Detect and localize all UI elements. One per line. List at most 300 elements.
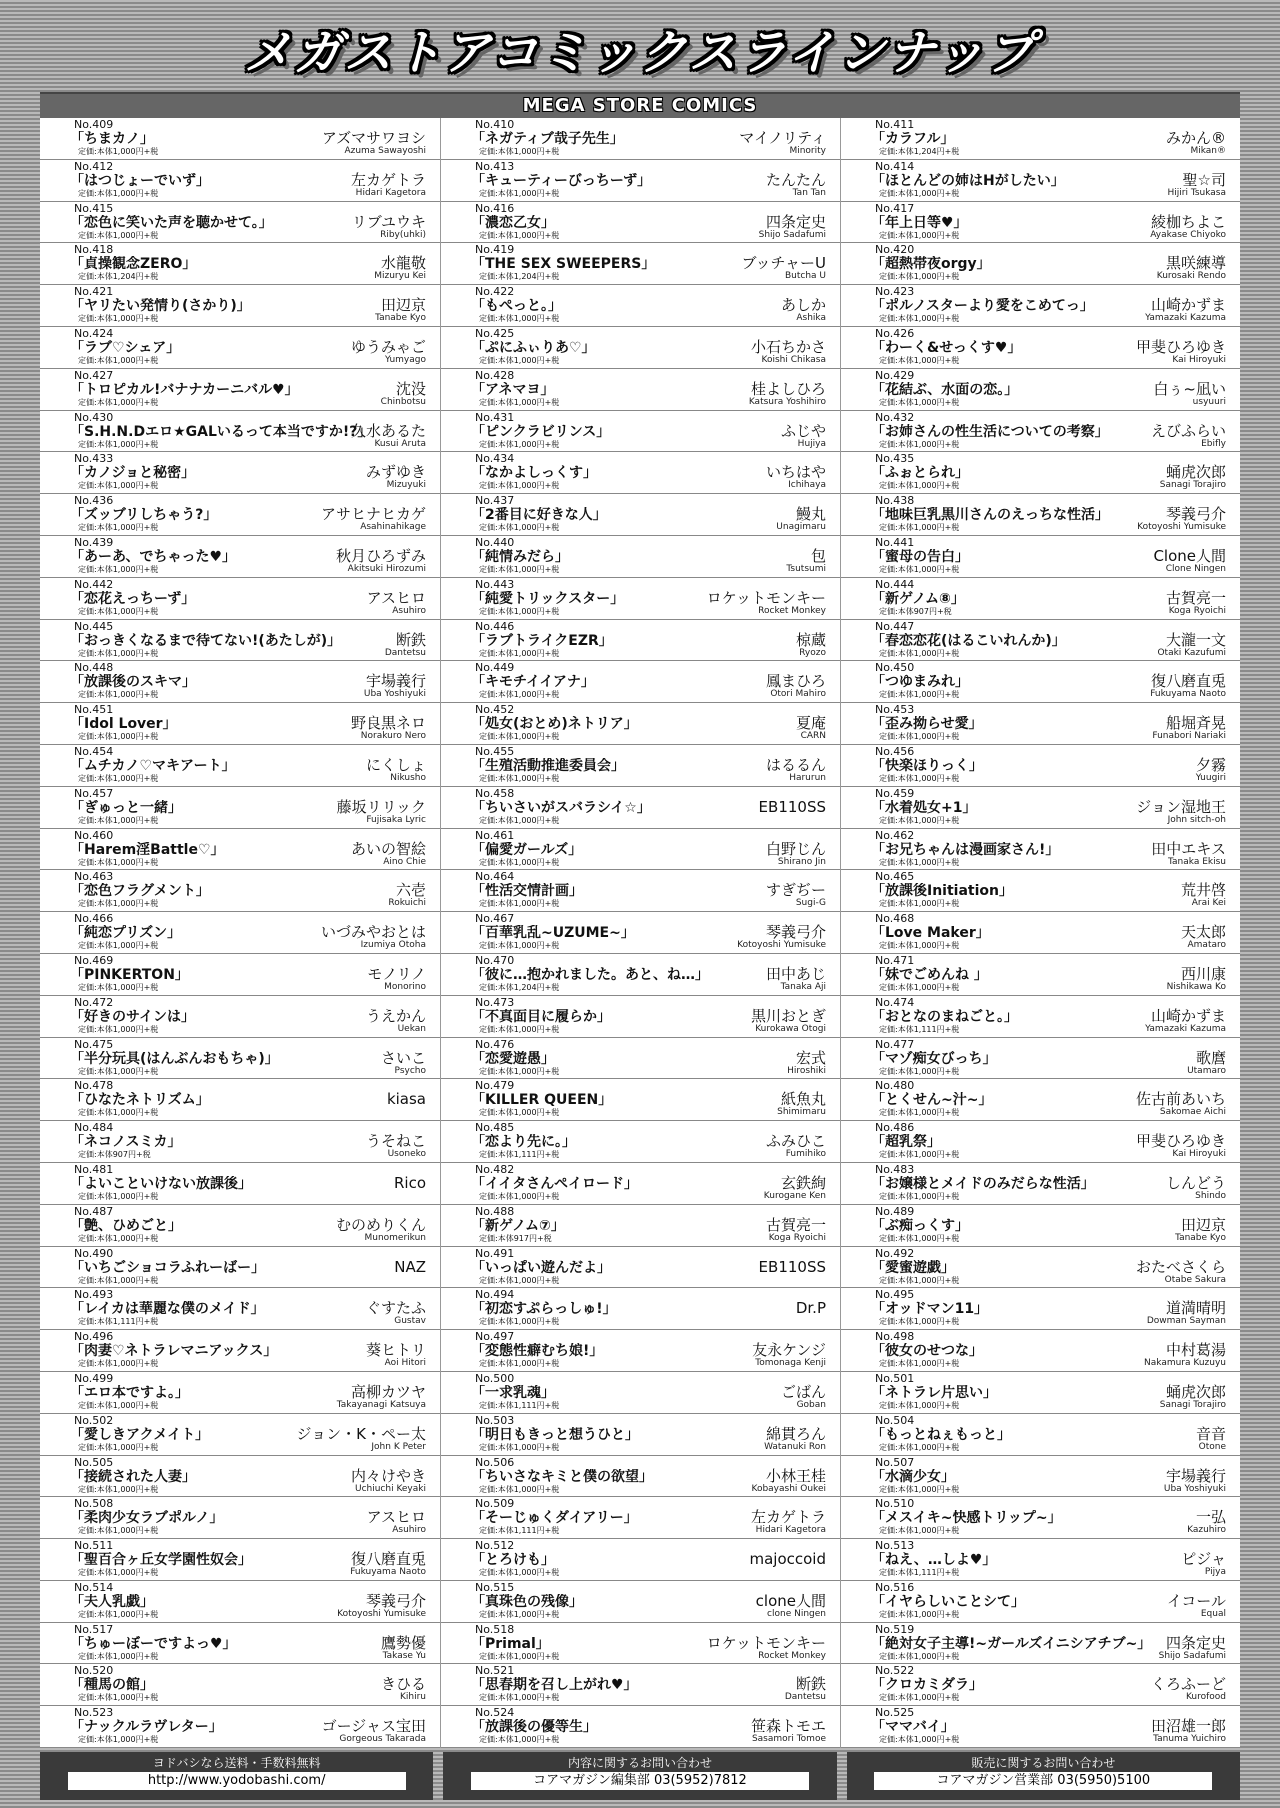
item-price: 定価:本体1,000円+税 [879,314,960,324]
list-item [40,1581,440,1623]
item-number: No.492 [875,1246,915,1260]
list-item [441,829,840,871]
list-item [40,118,440,160]
item-author-romaji: Goban [796,1399,826,1410]
item-author: 一弘 [1195,1508,1226,1527]
item-author: 中村葛湯 [1165,1341,1226,1360]
list-item [441,1372,840,1414]
item-author-romaji: Akitsuki Hirozumi [347,563,426,574]
item-title: 「放課後Initiation」 [871,883,1013,900]
item-author-romaji: Norakuro Nero [360,731,426,742]
item-author-romaji: Sanagi Torajiro [1159,480,1226,491]
item-price: 定価:本体1,000円+税 [879,439,960,449]
list-item [40,787,440,829]
item-title: 「年上日等♥」 [871,214,968,231]
item-title: 「地味巨乳黒川さんのえっちな性活」 [871,507,1109,524]
item-author-romaji: Funabori Nariaki [1152,731,1226,742]
item-author-romaji: Kurokawa Otogi [755,1023,826,1034]
item-price: 定価:本体1,000円+税 [479,1609,560,1619]
item-author: ふじや [780,421,826,440]
list-item [441,1330,840,1372]
item-price: 定価:本体1,000円+税 [78,899,159,909]
item-number: No.431 [475,410,515,424]
item-price: 定価:本体1,000円+税 [479,773,560,783]
item-author: 久水あるた [350,421,426,440]
item-number: No.423 [875,285,915,299]
item-author-romaji: Clone Ningen [1165,563,1226,574]
item-author-romaji: Usoneko [387,1149,426,1160]
item-price: 定価:本体1,000円+税 [479,815,560,825]
item-author-romaji: Izumiya Otoha [360,940,426,951]
item-title: 「一求乳魂」 [471,1384,555,1401]
contact-box [443,1752,836,1800]
item-price: 定価:本体1,000円+税 [879,1693,960,1703]
list-item [40,620,440,662]
item-author-romaji: Dowman Sayman [1146,1316,1226,1327]
item-number: No.518 [475,1622,515,1636]
list-item [441,160,840,202]
item-author: 断鉄 [395,630,426,649]
item-title: 「蜜母の告白」 [871,548,969,565]
item-author-romaji: Butcha U [784,271,826,282]
item-number: No.462 [875,828,915,842]
lineup-column [840,118,1240,1748]
item-author: あしか [780,296,826,315]
item-price: 定価:本体1,000円+税 [479,1735,560,1745]
list-item [40,745,440,787]
list-item [441,285,840,327]
item-author-romaji: Otone [1198,1441,1226,1452]
item-number: No.416 [475,201,515,215]
item-number: No.521 [475,1664,515,1678]
item-author-romaji: Koga Ryoichi [768,1232,826,1243]
item-author-romaji: Tanaka Aji [780,981,826,992]
list-item [841,829,1240,871]
item-author-romaji: Hidari Kagetora [355,187,426,198]
item-number: No.488 [475,1204,515,1218]
item-author-romaji: Yuugiri [1195,772,1226,783]
list-item [441,1205,840,1247]
item-author-romaji: Shijo Sadafumi [1158,1650,1226,1661]
list-item [40,1414,440,1456]
item-number: No.489 [875,1204,915,1218]
item-title: 「わーく&せっくす♥」 [871,339,1022,356]
item-author: リブユウキ [351,212,426,231]
list-item [441,1038,840,1080]
item-title: 「偏愛ガールズ」 [471,841,583,858]
item-price: 定価:本体1,000円+税 [879,773,960,783]
item-title: 「純情みだら」 [471,548,569,565]
item-title: 「PINKERTON」 [70,966,189,983]
list-item [841,954,1240,996]
item-number: No.442 [74,577,114,591]
item-number: No.514 [74,1580,114,1594]
item-number: No.427 [74,368,114,382]
item-price: 定価:本体917円+税 [479,1233,552,1243]
item-number: No.446 [475,619,515,633]
item-title: 「放課後のスキマ」 [70,674,196,691]
item-price: 定価:本体1,000円+税 [78,815,159,825]
page-subtitle: MEGA STORE COMICS [522,95,758,116]
item-number: No.525 [875,1706,915,1720]
item-title: 「妹でごめんね 」 [871,966,988,983]
list-item [40,202,440,244]
item-number: No.522 [875,1664,915,1678]
item-author: ゆうみゃご [350,337,426,356]
item-number: No.501 [875,1371,915,1385]
list-item [841,578,1240,620]
item-author: 道満晴明 [1165,1299,1226,1318]
item-title: 「ぶ痴っくす」 [871,1217,969,1234]
item-author-romaji: Harurun [789,772,826,783]
item-price: 定価:本体1,000円+税 [78,1108,159,1118]
list-item [841,703,1240,745]
list-item [441,1247,840,1289]
list-item [841,1372,1240,1414]
item-number: No.493 [74,1288,114,1302]
item-author: 断鉄 [795,1675,826,1694]
item-author-romaji: Rocket Monkey [758,1650,826,1661]
item-price: 定価:本体1,000円+税 [78,732,159,742]
item-price: 定価:本体1,000円+税 [479,355,560,365]
item-author-romaji: Ichihaya [788,480,826,491]
item-number: No.417 [875,201,915,215]
list-item [40,1706,440,1748]
item-author-romaji: Azuma Sawayoshi [344,146,426,156]
item-price: 定価:本体1,000円+税 [479,1108,560,1118]
item-author: 荒井啓 [1180,881,1226,900]
item-price: 定価:本体1,000円+税 [78,1233,159,1243]
list-item [40,996,440,1038]
item-author: EB110SS [758,797,826,816]
footer [40,1752,1240,1800]
item-author-romaji: Pijya [1204,1567,1226,1578]
item-author: みかん® [1165,129,1226,147]
list-item [841,1205,1240,1247]
list-item [441,1539,840,1581]
list-item [841,745,1240,787]
item-price: 定価:本体1,000円+税 [879,355,960,365]
item-number: No.430 [74,410,114,424]
item-number: No.523 [74,1706,114,1720]
item-number: No.513 [875,1539,915,1553]
item-price: 定価:本体1,111円+税 [479,1526,560,1536]
list-item [841,1664,1240,1706]
item-author: kiasa [386,1090,426,1109]
item-title: 「オッドマン11」 [871,1301,989,1318]
item-number: No.487 [74,1204,114,1218]
item-number: No.471 [875,953,915,967]
item-author: 山崎かずま [1150,296,1226,315]
item-author: 左カゲトラ [750,1508,826,1527]
item-number: No.441 [875,535,915,549]
item-number: No.475 [74,1037,114,1051]
item-title: 「ネコノスミカ」 [70,1134,182,1151]
list-item [40,1539,440,1581]
item-price: 定価:本体1,000円+税 [879,523,960,533]
item-number: No.477 [875,1037,915,1051]
item-price: 定価:本体1,000円+税 [78,690,159,700]
item-title: 「もっとねぇもっと」 [871,1426,1011,1443]
list-item [841,661,1240,703]
list-item [841,1581,1240,1623]
item-author-romaji: Psycho [394,1065,426,1076]
list-item [441,661,840,703]
item-title: 「不真面目に履らか」 [471,1008,611,1025]
item-price: 定価:本体1,000円+税 [479,1484,560,1494]
list-item [441,327,840,369]
item-author-romaji: Tomonaga Kenji [755,1358,826,1369]
list-item [441,243,840,285]
item-number: No.503 [475,1413,515,1427]
item-author-romaji: Koga Ryoichi [1168,605,1226,616]
item-title: 「いちごショコラふれーばー」 [70,1259,266,1276]
item-title: 「恋色に笑いた声を聴かせて。」 [70,214,273,231]
list-item [841,1163,1240,1205]
list-item [841,1539,1240,1581]
list-item [441,787,840,829]
item-price: 定価:本体1,000円+税 [78,355,159,365]
item-title: 「はつじょーでいず」 [70,172,210,189]
item-title: 「放課後の優等生」 [471,1719,597,1736]
list-item [841,1623,1240,1665]
item-number: No.524 [475,1706,515,1720]
item-author: 綿貫ろん [765,1424,826,1443]
item-author-romaji: Kihiru [399,1692,426,1703]
item-number: No.479 [475,1079,515,1093]
item-number: No.413 [475,159,515,173]
item-title: 「ネトラレ片思い」 [871,1384,997,1401]
item-title: 「キューティーびっちーず」 [471,172,652,189]
item-author: 左カゲトラ [350,170,426,189]
item-number: No.510 [875,1497,915,1511]
item-number: No.435 [875,452,915,466]
list-item [841,536,1240,578]
item-title: 「レイカは華麗な僕のメイド」 [70,1301,265,1318]
list-item [40,452,440,494]
item-author-romaji: Hidari Kagetora [755,1525,826,1536]
page-title: メガストアコミックスラインナップ [243,25,1037,81]
list-item [441,1288,840,1330]
item-author: 大瀧一文 [1165,630,1226,649]
item-price: 定価:本体1,000円+税 [479,1568,560,1578]
item-author-romaji: CARN [800,731,826,742]
item-author-romaji: Kai Hiroyuki [1172,354,1226,365]
store-url-link[interactable]: http://www.yodobashi.com/ [68,1772,406,1790]
item-price: 定価:本体1,000円+税 [78,606,159,616]
item-author: 甲斐ひろゆき [1135,1132,1226,1151]
item-title: 「イヤらしいことシて」 [871,1593,1025,1610]
item-author-romaji: clone Ningen [767,1608,826,1619]
item-author: むのめりくん [335,1215,426,1234]
item-price: 定価:本体1,000円+税 [879,690,960,700]
item-price: 定価:本体1,000円+税 [78,188,159,198]
item-author: 宇場義行 [1165,1466,1226,1485]
item-author: あいの智絵 [350,839,426,858]
item-title: 「新ゲノム⑦」 [471,1217,565,1234]
list-item [841,202,1240,244]
item-author: 笹森トモエ [750,1717,826,1736]
item-title: 「メスイキ~快感トリップ~」 [871,1510,1062,1527]
list-item [441,494,840,536]
list-item [441,620,840,662]
item-author-romaji: Kurogane Ken [763,1190,826,1201]
item-author-romaji: Shimimaru [777,1107,826,1118]
item-number: No.452 [475,703,515,717]
item-author: 西川康 [1180,964,1226,983]
item-author-romaji: Gorgeous Takarada [339,1734,426,1745]
list-item [841,870,1240,912]
item-price: 定価:本体1,000円+税 [78,857,159,867]
item-author-romaji: Sugi-G [795,898,826,909]
item-title: 「ナックルラヴレター」 [70,1719,223,1736]
item-title: 「超乳祭」 [871,1134,941,1151]
item-number: No.420 [875,243,915,257]
item-price: 定価:本体1,000円+税 [479,1275,560,1285]
item-price: 定価:本体1,000円+税 [479,1191,560,1201]
item-author: 古賀亮一 [1165,588,1226,607]
item-number: No.412 [74,159,114,173]
item-number: No.494 [475,1288,515,1302]
item-price: 定価:本体1,000円+税 [78,648,159,658]
item-number: No.444 [875,577,915,591]
item-author: アスヒロ [366,588,426,607]
item-number: No.496 [74,1330,114,1344]
item-number: No.498 [875,1330,915,1344]
item-author-romaji: Gustav [394,1316,426,1327]
item-title: 「真珠色の残像」 [471,1593,583,1610]
list-item [841,787,1240,829]
item-title: 「生殖活動推進委員会」 [471,757,625,774]
item-price: 定価:本体1,000円+税 [879,1400,960,1410]
item-price: 定価:本体1,000円+税 [879,230,960,240]
item-number: No.473 [475,995,515,1009]
item-author: 沈没 [395,379,426,398]
item-author-romaji: Unagimaru [776,522,826,533]
item-author: 包 [810,546,826,565]
subtitle-bar [40,92,1240,120]
item-author: 歌麿 [1195,1048,1226,1067]
item-price: 定価:本体1,000円+税 [78,1609,159,1619]
item-number: No.409 [74,118,114,131]
item-author: 古賀亮一 [765,1215,826,1234]
item-number: No.457 [74,786,114,800]
item-number: No.461 [475,828,515,842]
item-title: 「Primal」 [471,1635,550,1652]
item-author-romaji: Asuhiro [392,605,426,616]
list-item [841,327,1240,369]
item-author-romaji: Fumihiko [785,1149,826,1160]
item-price: 定価:本体1,000円+税 [78,1066,159,1076]
item-number: No.463 [74,870,114,884]
item-author: いづみやおとは [320,923,426,942]
item-price: 定価:本体1,000円+税 [879,815,960,825]
item-title: 「THE SEX SWEEPERS」 [471,256,656,273]
item-price: 定価:本体1,000円+税 [879,899,960,909]
item-price: 定価:本体1,000円+税 [78,481,159,491]
item-price: 定価:本体1,000円+税 [479,523,560,533]
item-price: 定価:本体1,000円+税 [78,1359,159,1369]
item-number: No.418 [74,243,114,257]
item-author: すぎぢー [765,881,826,900]
item-number: No.480 [875,1079,915,1093]
item-number: No.433 [74,452,114,466]
item-author: くろふーど [1150,1675,1226,1694]
item-price: 定価:本体1,000円+税 [479,147,560,156]
item-title: 「とろけも」 [471,1552,555,1569]
item-author: 桂よしひろ [750,379,826,398]
item-title: 「ラブ♡シェア」 [70,339,181,356]
list-item [40,327,440,369]
item-price: 定価:本体907円+税 [879,606,952,616]
item-title: 「つゆまみれ」 [871,674,969,691]
item-title: 「艶、ひめごと」 [70,1217,182,1234]
item-price: 定価:本体1,000円+税 [479,230,560,240]
item-price: 定価:本体1,000円+税 [479,564,560,574]
item-number: No.443 [475,577,515,591]
item-number: No.432 [875,410,915,424]
item-author-romaji: Sanagi Torajiro [1159,1399,1226,1410]
item-number: No.491 [475,1246,515,1260]
item-price: 定価:本体1,000円+税 [879,941,960,951]
item-title: 「ひなたネトリズム」 [70,1092,210,1109]
item-price: 定価:本体1,000円+税 [479,899,560,909]
list-item [40,1330,440,1372]
item-title: 「ポルノスターより愛をこめてっ」 [871,298,1094,315]
item-author-romaji: Mizuyuki [386,480,426,491]
item-author-romaji: Kazuhiro [1187,1525,1226,1536]
item-price: 定価:本体1,204円+税 [78,272,159,282]
item-price: 定価:本体1,000円+税 [479,314,560,324]
item-price: 定価:本体1,000円+税 [78,1651,159,1661]
item-number: No.483 [875,1162,915,1176]
item-author: にくしょ [365,755,426,774]
item-title: 「おっきくなるまで待てない!(あたしが)」 [70,632,342,649]
list-item [441,1163,840,1205]
item-number: No.485 [475,1121,515,1135]
item-price: 定価:本体1,000円+税 [879,648,960,658]
item-author-romaji: Kotoyoshi Yumisuke [737,940,826,951]
item-author: 田辺京 [380,296,426,315]
item-price: 定価:本体1,000円+税 [78,439,159,449]
item-title: 「思春期を召し上がれ♥」 [471,1677,638,1694]
item-author: 聖☆司 [1182,170,1226,189]
list-item [40,411,440,453]
item-number: No.472 [74,995,114,1009]
item-number: No.426 [875,326,915,340]
item-author-romaji: Dantetsu [784,1692,826,1703]
item-title: 「Idol Lover」 [70,716,177,733]
item-price: 定価:本体1,000円+税 [879,1359,960,1369]
item-author: 野良黒ネロ [350,714,426,733]
item-author: 夕霧 [1195,755,1226,774]
item-title: 「S.H.N.Dエロ★GALいるって本当ですか!?」 [70,423,372,440]
list-item [841,1121,1240,1163]
list-item [40,1497,440,1539]
item-number: No.439 [74,535,114,549]
list-item [441,1414,840,1456]
item-author-romaji: Nakamura Kuzuyu [1144,1358,1226,1369]
item-number: No.464 [475,870,515,884]
item-author-romaji: Dantetsu [384,647,426,658]
item-price: 定価:本体1,000円+税 [879,1484,960,1494]
item-number: No.451 [74,703,114,717]
item-author-romaji: Ryozo [799,647,826,658]
list-item [841,160,1240,202]
item-number: No.448 [74,661,114,675]
item-author: うそねこ [365,1132,426,1151]
item-author: 琴義弓介 [1165,505,1226,524]
